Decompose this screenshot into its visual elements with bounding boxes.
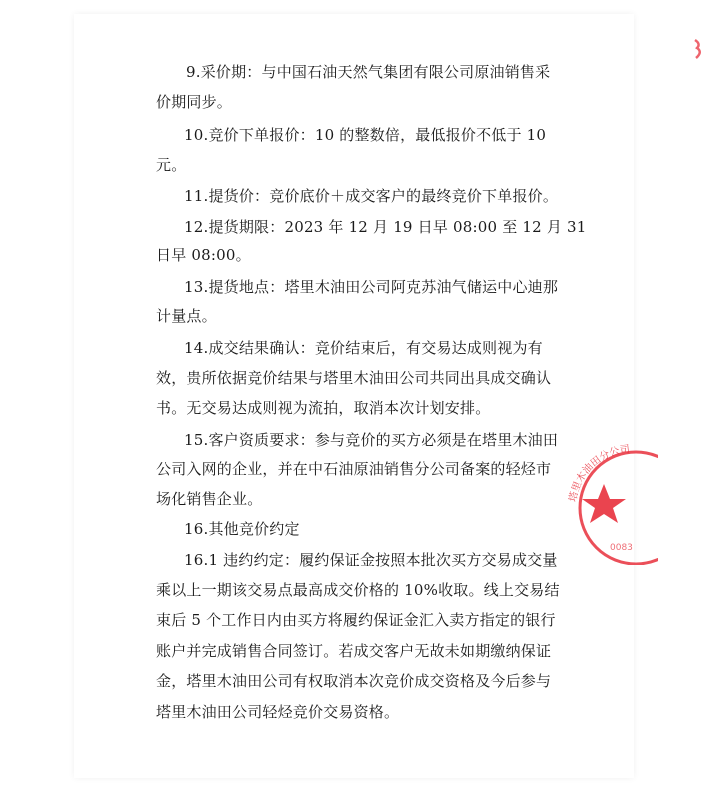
official-seal: [568, 440, 658, 565]
text-line: 日早 08:00。: [156, 246, 251, 264]
text-line: 场化销售企业。: [156, 490, 263, 508]
text-line: 16.其他竞价约定: [184, 520, 300, 538]
text-line: 计量点。: [156, 307, 217, 325]
text-line: 10.竞价下单报价：10 的整数倍，最低报价不低于 10: [184, 126, 547, 144]
text-line: 金，塔里木油田公司有权取消本次竞价成交资格及今后参与: [156, 672, 552, 690]
text-line: 13.提货地点：塔里木油田公司阿克苏油气储运中心迪那: [184, 278, 559, 296]
page-edge-mark: [693, 38, 707, 60]
seal-arc-text: 塔里木油田分公司: [568, 444, 631, 503]
text-line: 价期同步。: [156, 93, 233, 111]
text-line: 束后 5 个工作日内由买方将履约保证金汇入卖方指定的银行: [156, 611, 556, 629]
text-line: 塔里木油田公司轻烃竞价交易资格。: [156, 703, 400, 721]
text-line: 9.采价期：与中国石油天然气集团有限公司原油销售采: [186, 63, 551, 81]
text-line: 12.提货期限：2023 年 12 月 19 日早 08:00 至 12 月 31: [184, 218, 587, 236]
svg-text:塔里木油田分公司: [568, 443, 631, 503]
document-page: [74, 14, 634, 778]
text-line: 乘以上一期该交易点最高成交价格的 10%收取。线上交易结: [156, 581, 560, 599]
text-line: 15.客户资质要求：参与竞价的买方必须是在塔里木油田: [184, 431, 559, 449]
text-line: 元。: [156, 156, 187, 174]
text-line: 书。无交易达成则视为流拍，取消本次计划安排。: [156, 399, 491, 417]
seal-number: 0083: [610, 543, 633, 553]
text-line: 14.成交结果确认：竞价结束后，有交易达成则视为有: [184, 339, 543, 357]
text-line: 效，贵所依据竞价结果与塔里木油田公司共同出具成交确认: [156, 369, 552, 387]
text-line: 11.提货价：竞价底价＋成交客户的最终竞价下单报价。: [184, 187, 559, 205]
text-line: 公司入网的企业，并在中石油原油销售分公司备案的轻烃市: [156, 460, 552, 478]
text-line: 账户并完成销售合同签订。若成交客户无故未如期缴纳保证: [156, 642, 552, 660]
text-line: 16.1 违约约定：履约保证金按照本批次买方交易成交量: [184, 551, 558, 569]
seal-star-icon: [582, 484, 626, 523]
